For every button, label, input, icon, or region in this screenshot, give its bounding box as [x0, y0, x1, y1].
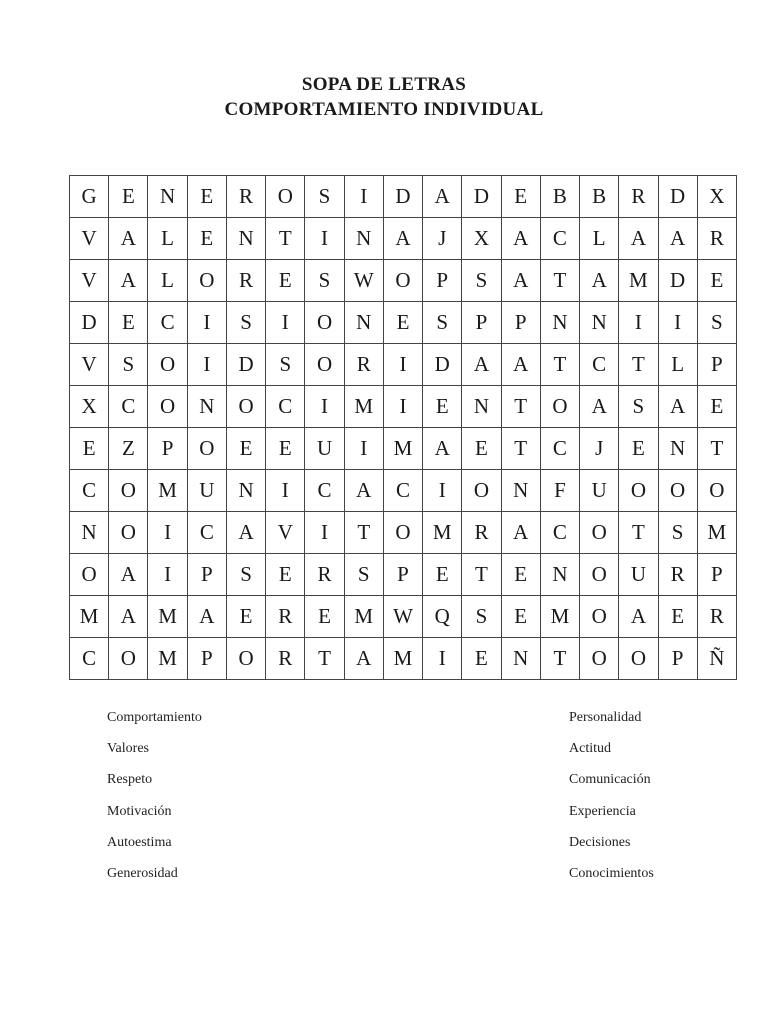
grid-cell: D — [658, 260, 697, 302]
grid-cell: O — [226, 386, 265, 428]
grid-cell: L — [658, 344, 697, 386]
grid-cell: O — [580, 596, 619, 638]
grid-cell: M — [344, 386, 383, 428]
grid-cell: W — [344, 260, 383, 302]
grid-cell: P — [423, 260, 462, 302]
grid-cell: S — [423, 302, 462, 344]
grid-cell: I — [423, 470, 462, 512]
grid-row — [70, 596, 737, 638]
grid-cell: A — [344, 470, 383, 512]
grid-cell: Z — [109, 428, 148, 470]
grid-row — [70, 512, 737, 554]
grid-cell: O — [70, 554, 109, 596]
grid-cell: O — [383, 260, 422, 302]
grid-cell: R — [697, 218, 736, 260]
grid-cell: R — [226, 176, 265, 218]
grid-cell: X — [462, 218, 501, 260]
grid-cell: B — [580, 176, 619, 218]
grid-cell: U — [305, 428, 344, 470]
grid-cell: R — [266, 638, 305, 680]
grid-cell: T — [540, 344, 579, 386]
grid-row — [70, 302, 737, 344]
grid-row — [70, 554, 737, 596]
grid-cell: M — [383, 638, 422, 680]
grid-cell: I — [187, 344, 226, 386]
grid-cell: C — [305, 470, 344, 512]
grid-cell: O — [266, 176, 305, 218]
grid-cell: S — [226, 302, 265, 344]
grid-cell: E — [266, 260, 305, 302]
grid-cell: P — [501, 302, 540, 344]
grid-cell: C — [109, 386, 148, 428]
grid-cell: O — [619, 470, 658, 512]
grid-cell: C — [70, 470, 109, 512]
grid-cell: A — [580, 386, 619, 428]
grid-cell: O — [305, 344, 344, 386]
grid-cell: B — [540, 176, 579, 218]
grid-cell: J — [423, 218, 462, 260]
grid-cell: P — [187, 554, 226, 596]
grid-cell: S — [305, 176, 344, 218]
word-list-item: Conocimientos — [569, 866, 654, 881]
grid-cell: A — [462, 344, 501, 386]
grid-cell: I — [187, 302, 226, 344]
grid-cell: T — [305, 638, 344, 680]
grid-cell: C — [148, 302, 187, 344]
grid-cell: V — [70, 344, 109, 386]
grid-cell: J — [580, 428, 619, 470]
grid-cell: N — [344, 302, 383, 344]
grid-cell: E — [226, 596, 265, 638]
grid-cell: C — [266, 386, 305, 428]
grid-cell: N — [658, 428, 697, 470]
grid-cell: E — [266, 428, 305, 470]
grid-cell: A — [619, 218, 658, 260]
grid-cell: A — [501, 344, 540, 386]
grid-cell: O — [540, 386, 579, 428]
grid-cell: Ñ — [697, 638, 736, 680]
grid-cell: E — [658, 596, 697, 638]
grid-cell: I — [383, 386, 422, 428]
grid-cell: S — [266, 344, 305, 386]
grid-cell: N — [462, 386, 501, 428]
grid-cell: A — [501, 512, 540, 554]
grid-cell: P — [697, 554, 736, 596]
grid-cell: I — [619, 302, 658, 344]
grid-row — [70, 176, 737, 218]
grid-cell: P — [383, 554, 422, 596]
grid-cell: S — [462, 260, 501, 302]
grid-cell: N — [226, 470, 265, 512]
grid-cell: L — [148, 218, 187, 260]
grid-cell: A — [383, 218, 422, 260]
word-list-item: Valores — [107, 741, 149, 757]
grid-cell: I — [305, 512, 344, 554]
grid-cell: C — [70, 638, 109, 680]
grid-cell: C — [540, 218, 579, 260]
grid-cell: E — [226, 428, 265, 470]
grid-cell: A — [423, 428, 462, 470]
grid-cell: N — [226, 218, 265, 260]
grid-row — [70, 638, 737, 680]
grid-cell: M — [148, 470, 187, 512]
grid-cell: O — [148, 386, 187, 428]
grid-cell: M — [344, 596, 383, 638]
grid-cell: E — [501, 176, 540, 218]
word-list-item: Respeto — [107, 772, 153, 788]
grid-cell: W — [383, 596, 422, 638]
grid-cell: V — [70, 218, 109, 260]
grid-cell: A — [187, 596, 226, 638]
grid-cell: D — [462, 176, 501, 218]
grid-cell: P — [697, 344, 736, 386]
grid-cell: R — [697, 596, 736, 638]
grid-cell: D — [658, 176, 697, 218]
grid-cell: A — [109, 218, 148, 260]
grid-cell: A — [109, 596, 148, 638]
grid-cell: T — [540, 260, 579, 302]
grid-cell: S — [462, 596, 501, 638]
grid-cell: Q — [423, 596, 462, 638]
grid-cell: E — [305, 596, 344, 638]
grid-cell: E — [462, 638, 501, 680]
grid-cell: N — [540, 554, 579, 596]
grid-row — [70, 260, 737, 302]
grid-cell: E — [70, 428, 109, 470]
grid-cell: O — [109, 470, 148, 512]
grid-cell: A — [344, 638, 383, 680]
grid-cell: E — [501, 596, 540, 638]
grid-cell: E — [501, 554, 540, 596]
grid-cell: A — [501, 218, 540, 260]
grid-cell: V — [266, 512, 305, 554]
grid-cell: O — [580, 512, 619, 554]
grid-cell: O — [580, 554, 619, 596]
grid-cell: M — [619, 260, 658, 302]
grid-cell: A — [658, 386, 697, 428]
grid-cell: D — [70, 302, 109, 344]
grid-cell: M — [423, 512, 462, 554]
grid-cell: T — [344, 512, 383, 554]
grid-cell: G — [70, 176, 109, 218]
grid-cell: R — [226, 260, 265, 302]
grid-cell: O — [187, 260, 226, 302]
grid-cell: E — [423, 554, 462, 596]
grid-cell: T — [619, 344, 658, 386]
grid-cell: L — [148, 260, 187, 302]
grid-cell: C — [580, 344, 619, 386]
grid-cell: I — [344, 428, 383, 470]
grid-cell: E — [462, 428, 501, 470]
page-subtitle: COMPORTAMIENTO INDIVIDUAL — [224, 99, 544, 120]
grid-row — [70, 470, 737, 512]
grid-cell: N — [501, 470, 540, 512]
grid-cell: N — [70, 512, 109, 554]
grid-cell: N — [148, 176, 187, 218]
grid-cell: A — [658, 218, 697, 260]
grid-cell: N — [501, 638, 540, 680]
grid-cell: N — [344, 218, 383, 260]
grid-cell: P — [148, 428, 187, 470]
grid-cell: C — [187, 512, 226, 554]
grid-cell: A — [501, 260, 540, 302]
grid-cell: O — [619, 638, 658, 680]
grid-cell: A — [423, 176, 462, 218]
grid-cell: O — [109, 512, 148, 554]
grid-cell: O — [187, 428, 226, 470]
grid-cell: C — [540, 428, 579, 470]
grid-cell: N — [540, 302, 579, 344]
grid-cell: U — [580, 470, 619, 512]
grid-cell: I — [305, 218, 344, 260]
grid-cell: T — [266, 218, 305, 260]
grid-cell: R — [305, 554, 344, 596]
word-search-grid — [69, 175, 737, 680]
grid-cell: E — [109, 176, 148, 218]
grid-cell: O — [462, 470, 501, 512]
grid-cell: F — [540, 470, 579, 512]
grid-cell: A — [226, 512, 265, 554]
grid-cell: C — [540, 512, 579, 554]
grid-cell: R — [344, 344, 383, 386]
grid-cell: R — [658, 554, 697, 596]
word-list-item: Comportamiento — [107, 710, 202, 725]
grid-cell: O — [383, 512, 422, 554]
grid-cell: E — [619, 428, 658, 470]
grid-cell: R — [619, 176, 658, 218]
grid-cell: R — [462, 512, 501, 554]
grid-cell: E — [187, 176, 226, 218]
grid-cell: T — [697, 428, 736, 470]
grid-cell: R — [266, 596, 305, 638]
grid-cell: M — [148, 638, 187, 680]
grid-row — [70, 344, 737, 386]
grid-cell: E — [109, 302, 148, 344]
grid-cell: M — [148, 596, 187, 638]
grid-cell: I — [383, 344, 422, 386]
grid-cell: P — [187, 638, 226, 680]
word-list-item: Personalidad — [569, 710, 642, 725]
grid-cell: S — [619, 386, 658, 428]
grid-cell: E — [187, 218, 226, 260]
grid-cell: O — [109, 638, 148, 680]
word-list-item: Autoestima — [107, 834, 172, 850]
grid-cell: D — [383, 176, 422, 218]
grid-cell: O — [580, 638, 619, 680]
grid-cell: U — [619, 554, 658, 596]
grid-cell: I — [423, 638, 462, 680]
grid-cell: V — [70, 260, 109, 302]
grid-cell: A — [619, 596, 658, 638]
grid-cell: L — [580, 218, 619, 260]
grid-cell: T — [501, 428, 540, 470]
grid-cell: I — [305, 386, 344, 428]
grid-cell: U — [187, 470, 226, 512]
grid-cell: E — [266, 554, 305, 596]
grid-row — [70, 428, 737, 470]
grid-cell: I — [266, 302, 305, 344]
grid-cell: C — [383, 470, 422, 512]
grid-cell: D — [226, 344, 265, 386]
grid-cell: E — [697, 386, 736, 428]
grid-cell: T — [462, 554, 501, 596]
grid-cell: E — [423, 386, 462, 428]
grid-cell: N — [580, 302, 619, 344]
grid-cell: I — [658, 302, 697, 344]
grid-cell: M — [540, 596, 579, 638]
grid-cell: M — [383, 428, 422, 470]
grid-cell: X — [697, 176, 736, 218]
grid-cell: T — [540, 638, 579, 680]
word-list-item: Comunicación — [569, 772, 651, 788]
grid-cell: S — [109, 344, 148, 386]
word-list-item: Generosidad — [107, 866, 178, 881]
grid-row — [70, 218, 737, 260]
word-list-item: Actitud — [569, 741, 611, 757]
grid-cell: I — [344, 176, 383, 218]
grid-cell: T — [619, 512, 658, 554]
grid-cell: S — [658, 512, 697, 554]
grid-cell: E — [383, 302, 422, 344]
word-list-item: Decisiones — [569, 834, 631, 850]
grid-cell: A — [580, 260, 619, 302]
grid-cell: S — [697, 302, 736, 344]
page-title: SOPA DE LETRAS — [301, 74, 467, 95]
grid-row — [70, 386, 737, 428]
grid-cell: O — [658, 470, 697, 512]
grid-cell: O — [697, 470, 736, 512]
grid-cell: S — [226, 554, 265, 596]
grid-cell: I — [266, 470, 305, 512]
word-list-item: Experiencia — [569, 803, 636, 819]
grid-cell: E — [697, 260, 736, 302]
grid-cell: O — [148, 344, 187, 386]
grid-cell: O — [305, 302, 344, 344]
grid-cell: I — [148, 512, 187, 554]
grid-cell: A — [109, 554, 148, 596]
grid-cell: N — [187, 386, 226, 428]
grid-cell: M — [697, 512, 736, 554]
grid-cell: A — [109, 260, 148, 302]
grid-cell: X — [70, 386, 109, 428]
grid-cell: O — [226, 638, 265, 680]
grid-cell: P — [658, 638, 697, 680]
word-list-item: Motivación — [107, 803, 172, 819]
grid-cell: T — [501, 386, 540, 428]
grid-cell: P — [462, 302, 501, 344]
grid-cell: I — [148, 554, 187, 596]
grid-cell: S — [344, 554, 383, 596]
grid-cell: D — [423, 344, 462, 386]
grid-cell: M — [70, 596, 109, 638]
grid-cell: S — [305, 260, 344, 302]
